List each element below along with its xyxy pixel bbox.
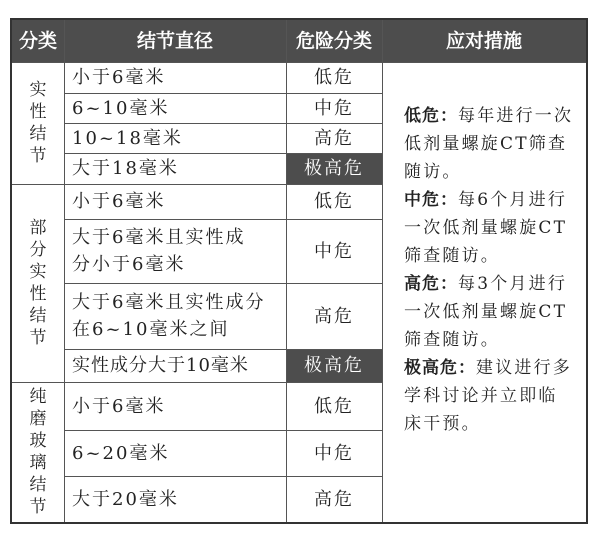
divider: [12, 382, 382, 383]
measure-text: 每年进行一次低剂量螺旋CT筛查随访。: [404, 106, 574, 182]
header-diameter: 结节直径: [64, 20, 286, 62]
table-row-structure: 大于20毫米: [72, 488, 179, 510]
divider: [64, 123, 382, 124]
measures-cell: [382, 62, 586, 522]
risk-cell: 高危: [314, 305, 354, 327]
table-row-structure: 大于18毫米: [72, 158, 179, 179]
table-row-structure: 实性成分大于10毫米: [72, 355, 249, 376]
risk-cell: 低危: [314, 67, 354, 88]
divider: [12, 62, 586, 63]
risk-cell: 低危: [314, 191, 354, 212]
measure-level: 极高危：: [404, 358, 476, 378]
divider: [382, 20, 383, 522]
risk-cell: 低危: [314, 395, 354, 417]
divider: [64, 476, 382, 477]
divider: [64, 430, 382, 431]
risk-cell: 高危: [314, 127, 354, 149]
risk-cell: 中危: [314, 240, 354, 262]
measure-text: 每3个月进行一次低剂量螺旋CT筛查随访。: [404, 274, 568, 350]
divider: [64, 93, 382, 94]
table-row-structure: 6~10毫米: [72, 97, 170, 119]
measure-level: 低危：: [404, 106, 458, 126]
risk-cell: 高危: [314, 488, 354, 510]
measure-text: 每6个月进行一次低剂量螺旋CT筛查随访。: [404, 190, 568, 266]
header-risk: 危险分类: [286, 20, 382, 62]
divider: [12, 184, 382, 185]
risk-cell-highlight: 极高危: [286, 153, 382, 184]
measure-text: 建议进行多学科讨论并立即临床干预。: [404, 358, 572, 434]
measure-level: 高危：: [404, 274, 458, 294]
divider: [64, 349, 382, 350]
divider: [64, 219, 382, 220]
table-row-structure: 小于6毫米: [72, 67, 166, 88]
table-row-structure: 10~18毫米: [72, 127, 183, 149]
divider: [286, 20, 287, 522]
nodule-risk-table: [10, 18, 588, 524]
measure-high: [404, 270, 576, 354]
table-row-structure: 小于6毫米: [72, 191, 166, 212]
divider: [64, 20, 65, 522]
measure-medium: [404, 186, 576, 270]
risk-cell: 中危: [314, 442, 354, 464]
header-measures: 应对措施: [382, 20, 586, 62]
risk-cell: 中危: [314, 97, 354, 119]
measure-level: 中危：: [404, 190, 458, 210]
group-label-ground-glass: 纯磨玻璃结节: [29, 387, 47, 517]
risk-cell-highlight: 极高危: [286, 349, 382, 382]
header-category: 分类: [12, 20, 64, 62]
measure-low: [404, 102, 576, 186]
group-label-part-solid: 部分实性结节: [29, 218, 47, 348]
table-row-structure: 小于6毫米: [72, 395, 166, 417]
table-row-structure: 6~20毫米: [72, 442, 170, 464]
divider: [64, 153, 382, 154]
table-row-structure: 大于6毫米且实性成分小于6毫米: [72, 227, 246, 275]
measure-very-high: [404, 354, 576, 438]
group-label-solid: 实性结节: [29, 80, 47, 166]
table-row-structure: 大于6毫米且实性成分在6~10毫米之间: [72, 292, 266, 340]
divider: [64, 283, 382, 284]
